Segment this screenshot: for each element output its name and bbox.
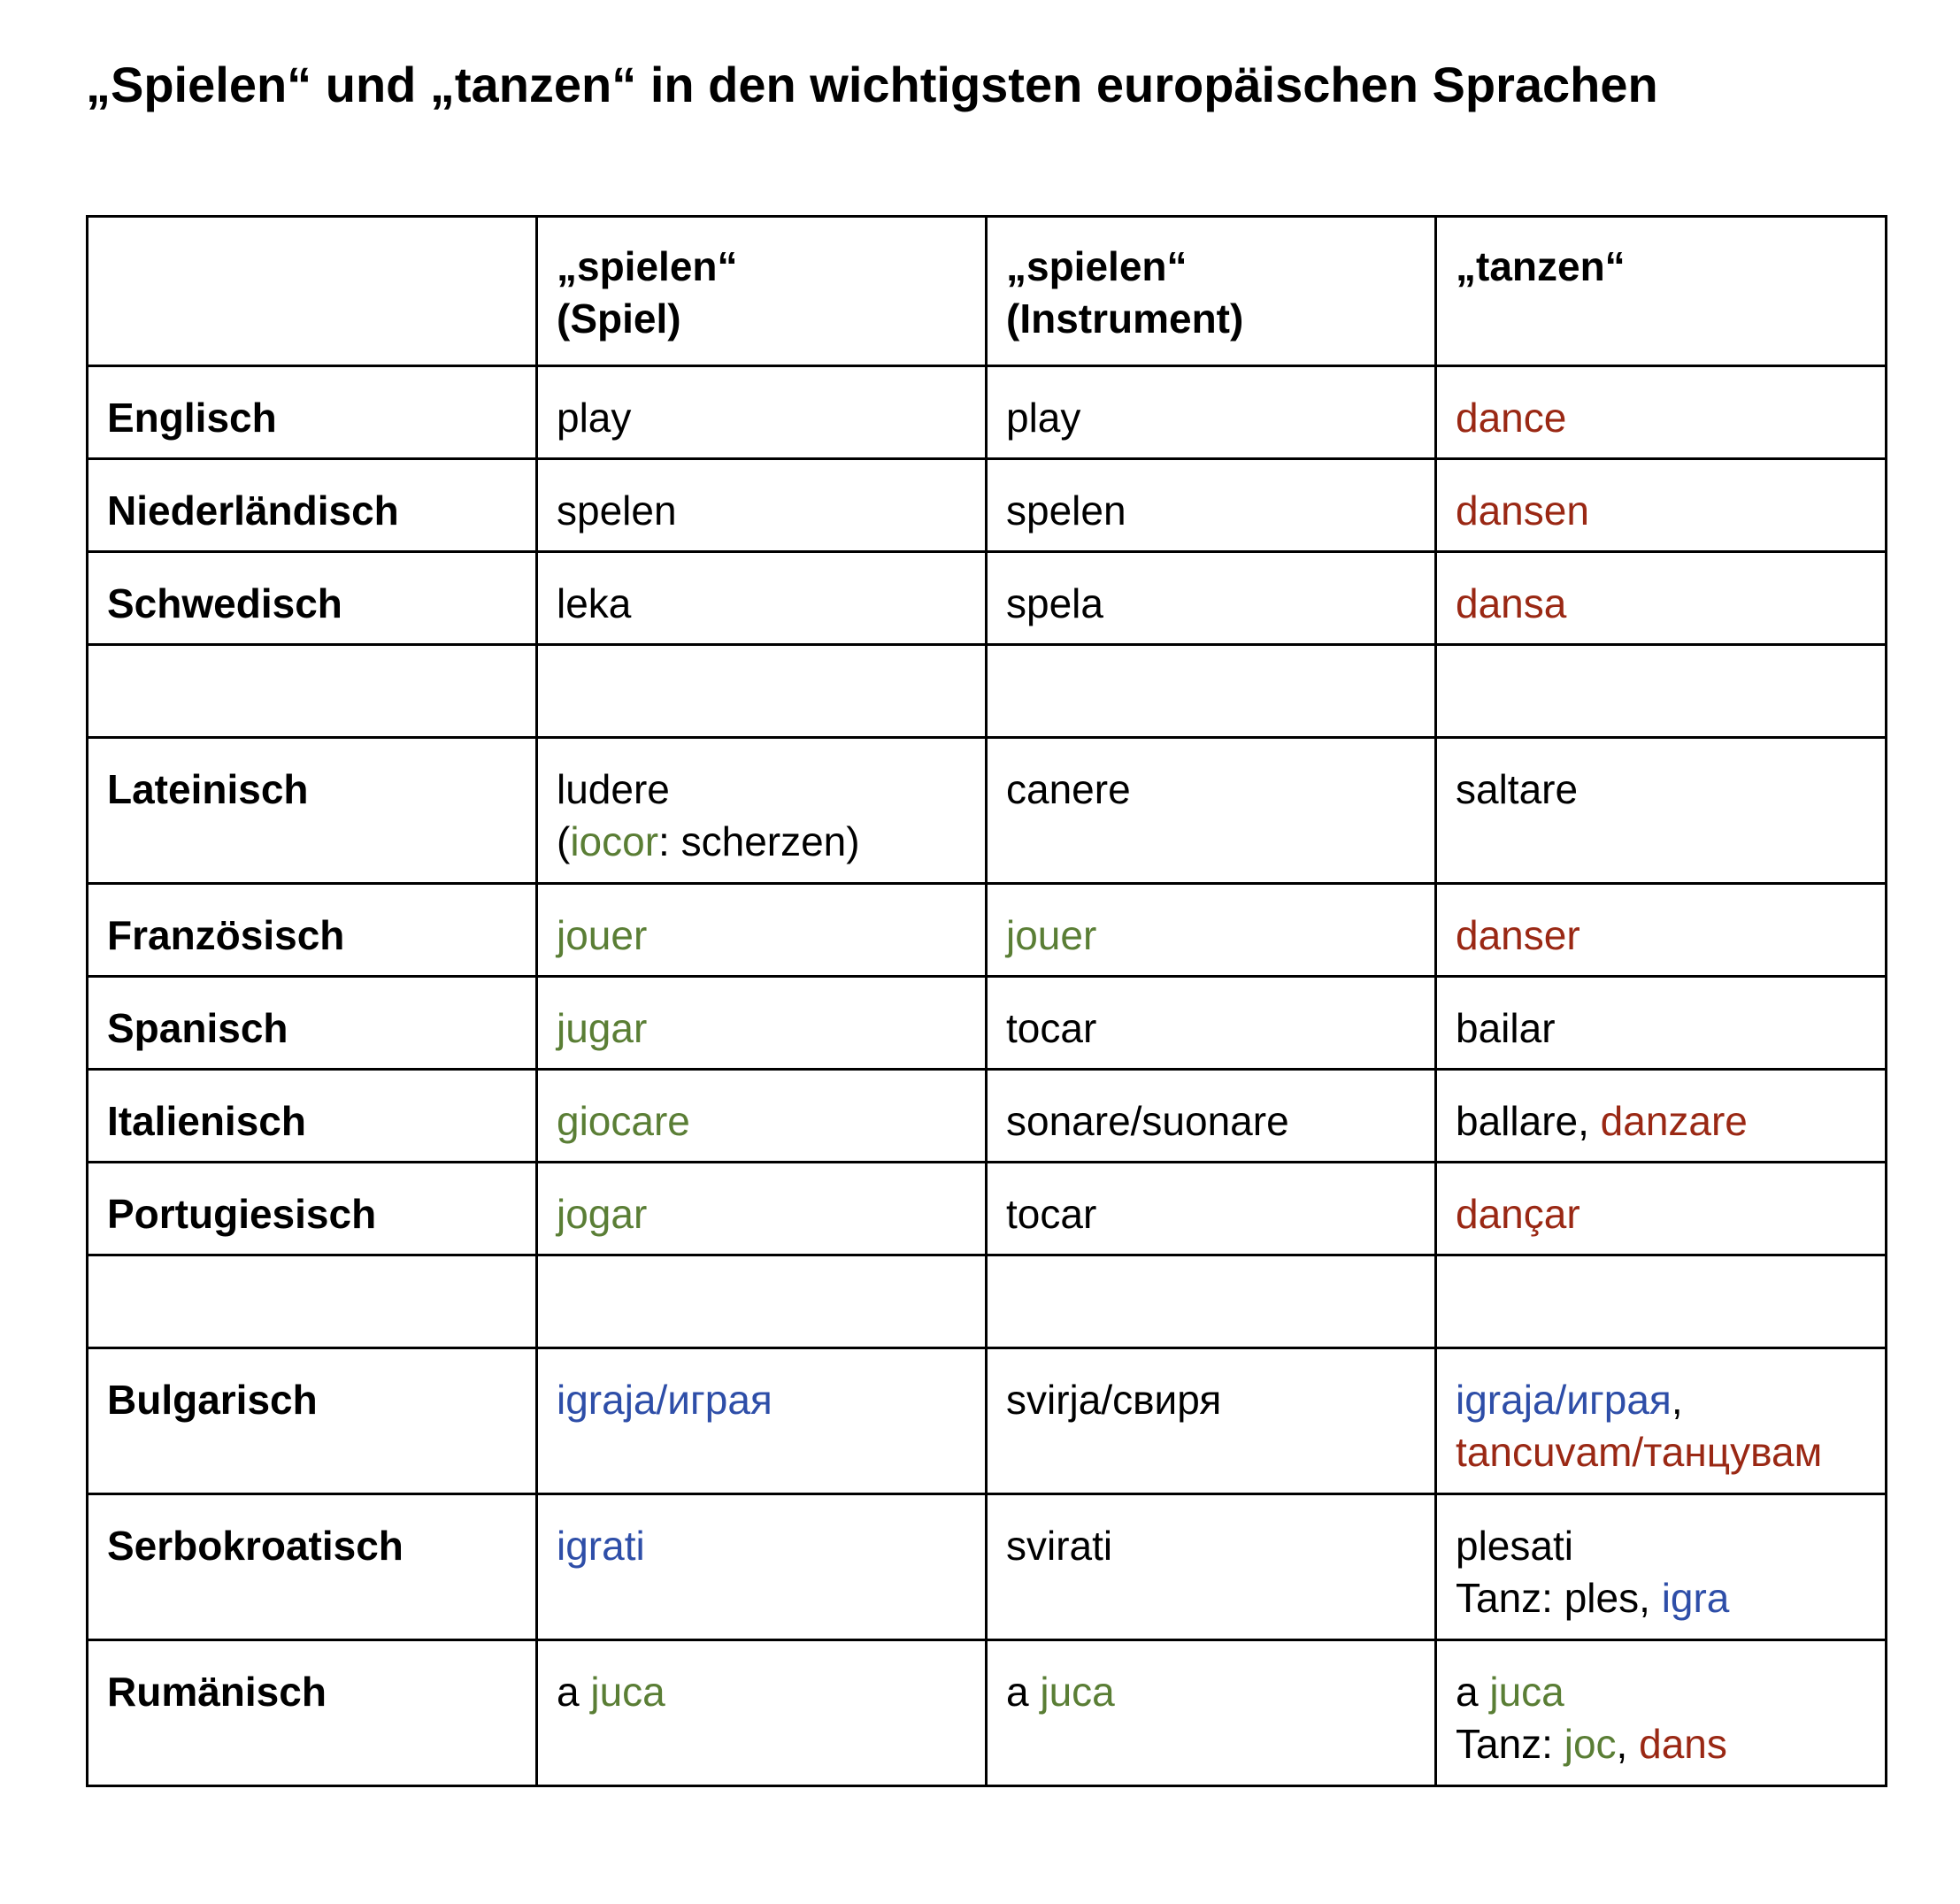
cell-spiel: [537, 552, 987, 645]
word-red: dansa: [1456, 580, 1567, 626]
cell-line: [1456, 1572, 1867, 1624]
empty-row: [88, 1255, 1887, 1348]
word-black: ludere: [557, 766, 670, 812]
header-corner-cell: [88, 217, 537, 366]
cell-instrument: [987, 645, 1436, 738]
cell-line: [1006, 1520, 1417, 1572]
header-spielen-spiel: [537, 217, 987, 366]
cell-tanzen: [1436, 738, 1887, 884]
cell-line: [557, 485, 967, 537]
cell-line: [1456, 1718, 1867, 1770]
word-black: saltare: [1456, 766, 1579, 812]
word-blue: igraja/играя: [557, 1377, 772, 1423]
word-blue: igraja/играя: [1456, 1377, 1672, 1423]
cell-line: [557, 816, 967, 868]
word-black: Tanz:: [1456, 1721, 1564, 1767]
header-tanzen: [1436, 217, 1887, 366]
word-black: Tanz: ples,: [1456, 1575, 1662, 1621]
word-black: ,: [1671, 1377, 1683, 1423]
cell-line: [1456, 1426, 1867, 1478]
header-label: „spielen“: [557, 243, 738, 289]
cell-line: [557, 1666, 967, 1718]
language-cell: Spanisch: [88, 977, 537, 1070]
cell-line: [1456, 1666, 1867, 1718]
cell-instrument: [987, 1348, 1436, 1494]
cell-line: [1456, 1520, 1867, 1572]
table-row: [88, 977, 1887, 1070]
word-black: a: [1456, 1669, 1490, 1715]
cell-spiel: [537, 1640, 987, 1786]
word-red: dance: [1456, 395, 1567, 441]
word-green: jouer: [1006, 912, 1097, 958]
table-row: [88, 1070, 1887, 1163]
header-label: „tanzen“: [1456, 243, 1626, 289]
cell-line: [557, 1002, 967, 1055]
word-red: dansen: [1456, 488, 1589, 534]
cell-line: [1006, 764, 1417, 816]
cell-line: [1456, 764, 1867, 816]
cell-line: [1006, 1188, 1417, 1240]
word-black: tocar: [1006, 1191, 1097, 1237]
cell-spiel: [537, 738, 987, 884]
cell-tanzen: [1436, 1255, 1887, 1348]
translation-table: [86, 215, 1887, 1787]
cell-tanzen: [1436, 1640, 1887, 1786]
language-cell: Portugiesisch: [88, 1163, 537, 1255]
cell-line: [1006, 1374, 1417, 1426]
cell-tanzen: [1436, 1494, 1887, 1640]
header-label: „spielen“: [1006, 243, 1188, 289]
cell-spiel: [537, 977, 987, 1070]
cell-line: [1006, 1666, 1417, 1718]
empty-row: [88, 645, 1887, 738]
cell-line: [1456, 578, 1867, 630]
language-cell: Bulgarisch: [88, 1348, 537, 1494]
cell-spiel: [537, 1494, 987, 1640]
word-black: svirja/свиря: [1006, 1377, 1222, 1423]
header-sublabel: (Spiel): [557, 296, 681, 342]
cell-tanzen: [1436, 977, 1887, 1070]
cell-spiel: [537, 884, 987, 977]
cell-instrument: [987, 884, 1436, 977]
table-row: [88, 1640, 1887, 1786]
word-black: spelen: [1006, 488, 1126, 534]
word-green: juca: [590, 1669, 665, 1715]
cell-line: [557, 578, 967, 630]
cell-line: [1456, 392, 1867, 444]
cell-spiel: [537, 1163, 987, 1255]
table-row: [88, 1348, 1887, 1494]
cell-line: [557, 764, 967, 816]
table-row: [88, 738, 1887, 884]
cell-line: [1456, 1188, 1867, 1240]
word-black: tocar: [1006, 1005, 1097, 1051]
word-black: spela: [1006, 580, 1103, 626]
word-black: svirati: [1006, 1523, 1113, 1569]
cell-tanzen: [1436, 1163, 1887, 1255]
cell-line: [1456, 1095, 1867, 1148]
word-black: ,: [1616, 1721, 1640, 1767]
cell-instrument: [987, 1494, 1436, 1640]
table-row: [88, 884, 1887, 977]
language-cell: [88, 1255, 537, 1348]
table-row: [88, 1163, 1887, 1255]
cell-tanzen: [1436, 884, 1887, 977]
cell-line: [1006, 392, 1417, 444]
word-green: joc: [1564, 1721, 1617, 1767]
cell-line: [557, 1188, 967, 1240]
table-row: [88, 459, 1887, 552]
word-red: danser: [1456, 912, 1580, 958]
cell-line: [1006, 578, 1417, 630]
table-body: [88, 366, 1887, 1786]
cell-line: [557, 910, 967, 962]
word-red: dans: [1639, 1721, 1727, 1767]
word-green: jogar: [557, 1191, 648, 1237]
word-black: play: [1006, 395, 1081, 441]
cell-instrument: [987, 459, 1436, 552]
language-cell: Schwedisch: [88, 552, 537, 645]
word-blue: igrati: [557, 1523, 645, 1569]
word-green: iocor: [570, 818, 659, 864]
language-cell: Lateinisch: [88, 738, 537, 884]
cell-instrument: [987, 552, 1436, 645]
cell-tanzen: [1436, 645, 1887, 738]
cell-instrument: [987, 738, 1436, 884]
cell-tanzen: [1436, 459, 1887, 552]
page-title: „Spielen“ und „tanzen“ in den wichtigsten europäischen Sprachen: [86, 57, 1658, 112]
language-cell: Italienisch: [88, 1070, 537, 1163]
cell-line: [1456, 1002, 1867, 1055]
language-cell: Rumänisch: [88, 1640, 537, 1786]
word-green: jugar: [557, 1005, 648, 1051]
word-red: dançar: [1456, 1191, 1580, 1237]
cell-spiel: [537, 1255, 987, 1348]
word-black: : scherzen): [658, 818, 860, 864]
cell-line: [557, 1095, 967, 1148]
language-cell: Serbokroatisch: [88, 1494, 537, 1640]
word-black: (: [557, 818, 571, 864]
table-row: [88, 366, 1887, 459]
cell-tanzen: [1436, 1070, 1887, 1163]
word-black: bailar: [1456, 1005, 1556, 1051]
word-black: leka: [557, 580, 632, 626]
word-black: a: [557, 1669, 591, 1715]
language-cell: Niederländisch: [88, 459, 537, 552]
word-green: jouer: [557, 912, 648, 958]
cell-spiel: [537, 1348, 987, 1494]
cell-line: [1006, 910, 1417, 962]
cell-instrument: [987, 1640, 1436, 1786]
table-row: [88, 1494, 1887, 1640]
cell-spiel: [537, 645, 987, 738]
cell-line: [557, 1374, 967, 1426]
cell-line: [1456, 910, 1867, 962]
cell-spiel: [537, 1070, 987, 1163]
word-black: sonare/suonare: [1006, 1098, 1289, 1144]
cell-instrument: [987, 1255, 1436, 1348]
word-green: juca: [1040, 1669, 1115, 1715]
cell-line: [1456, 1374, 1867, 1426]
header-spielen-instrument: [987, 217, 1436, 366]
cell-instrument: [987, 366, 1436, 459]
cell-line: [1006, 1002, 1417, 1055]
word-black: plesati: [1456, 1523, 1573, 1569]
word-blue: igra: [1661, 1575, 1730, 1621]
language-cell: Französisch: [88, 884, 537, 977]
cell-tanzen: [1436, 1348, 1887, 1494]
word-black: ballare,: [1456, 1098, 1601, 1144]
word-black: play: [557, 395, 632, 441]
cell-instrument: [987, 1070, 1436, 1163]
language-cell: Englisch: [88, 366, 537, 459]
word-black: canere: [1006, 766, 1131, 812]
cell-tanzen: [1436, 366, 1887, 459]
cell-tanzen: [1436, 552, 1887, 645]
cell-line: [557, 392, 967, 444]
cell-line: [557, 1520, 967, 1572]
language-cell: [88, 645, 537, 738]
word-black: a: [1006, 1669, 1041, 1715]
cell-spiel: [537, 459, 987, 552]
cell-instrument: [987, 1163, 1436, 1255]
table-row: [88, 552, 1887, 645]
word-green: juca: [1489, 1669, 1564, 1715]
cell-spiel: [537, 366, 987, 459]
cell-line: [1456, 485, 1867, 537]
header-row: [88, 217, 1887, 366]
header-sublabel: (Instrument): [1006, 296, 1244, 342]
word-red: danzare: [1600, 1098, 1748, 1144]
word-black: spelen: [557, 488, 677, 534]
word-green: giocare: [557, 1098, 690, 1144]
cell-line: [1006, 485, 1417, 537]
cell-instrument: [987, 977, 1436, 1070]
cell-line: [1006, 1095, 1417, 1148]
word-red: tancuvam/танцувам: [1456, 1429, 1823, 1475]
